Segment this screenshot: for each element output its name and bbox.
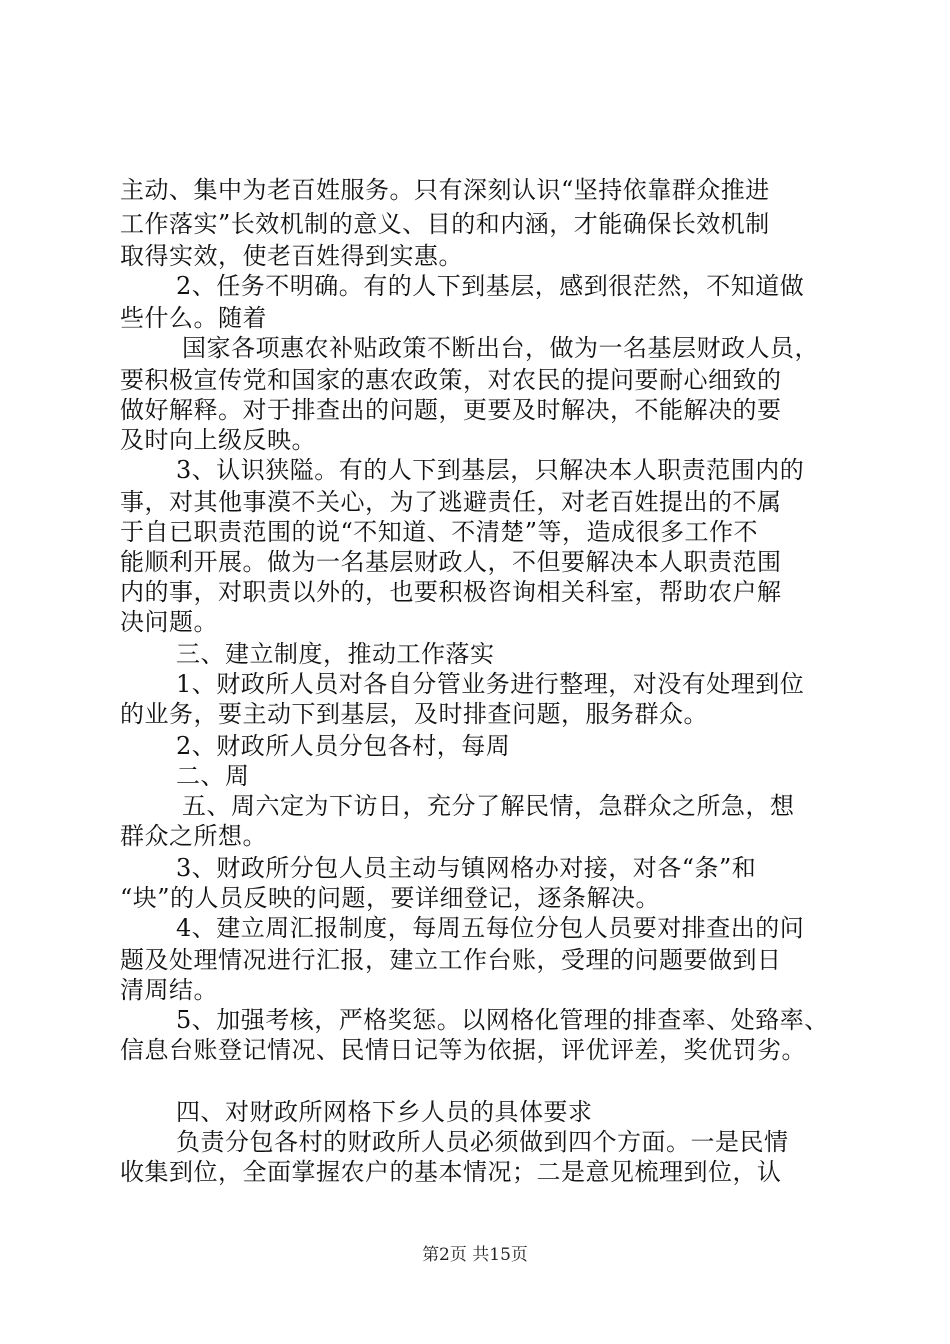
text-line: 的业务，要主动下到基层，及时排查问题，服务群众。 [120,700,708,728]
text-line: 做好解释。对于排查出的问题，更要及时解决，不能解决的要 [120,396,782,424]
text-line: 二、周 [176,762,250,790]
text-line: 于自已职责范围的说“不知道、不清楚”等，造成很多工作不 [120,518,759,546]
text-line: 事，对其他事漠不关心，为了逃避责任，对老百姓提出的不属 [120,488,782,516]
page-footer: 第2页 共15页 [422,1245,528,1265]
text-line: 4、建立周汇报制度，每周五每位分包人员要对排查出的问 [176,914,805,942]
text-line: 1、财政所人员对各自分管业务进行整理，对没有处理到位 [176,670,805,698]
text-line: 信息台账登记情况、民情日记等为依据，评优评差，奖优罚劣。 [120,1036,806,1064]
text-line: “块”的人员反映的问题，要详细登记，逐条解决。 [120,884,661,912]
text-line: 要积极宣传党和国家的惠农政策，对农民的提问要耐心细致的 [120,366,782,394]
text-line: 及时向上级反映。 [120,426,316,454]
text-line: 决问题。 [120,608,218,636]
text-line: 收集到位，全面掌握农户的基本情况；二是意见梳理到位，认 [120,1158,782,1186]
text-line: 3、财政所分包人员主动与镇网格办对接，对各“条”和 [176,854,757,882]
text-line: 2、任务不明确。有的人下到基层，感到很茫然，不知道做 [176,272,805,300]
text-line: 国家各项惠农补贴政策不断出台，做为一名基层财政人员， [182,334,819,362]
text-line: 群众之所想。 [120,822,267,850]
text-line: 内的事，对职责以外的，也要积极咨询相关科室，帮助农户解 [120,578,782,606]
text-line: 5、加强考核，严格奖惩。以网格化管理的排查率、处臵率、 [176,1006,829,1034]
text-line: 3、认识狭隘。有的人下到基层，只解决本人职责范围内的 [176,456,805,484]
text-line: 些什么。随着 [120,304,267,332]
text-line: 主动、集中为老百姓服务。只有深刻认识“坚持依靠群众推进 [120,176,770,204]
section-heading: 三、建立制度，推动工作落实 [176,640,495,668]
text-line: 能顺利开展。做为一名基层财政人，不但要解决本人职责范围 [120,548,782,576]
text-line: 工作落实”长效机制的意义、目的和内涵，才能确保长效机制 [120,210,770,238]
text-line: 取得实效，使老百姓得到实惠。 [120,242,463,270]
text-line: 清周结。 [120,976,218,1004]
section-heading: 四、对财政所网格下乡人员的具体要求 [176,1098,593,1126]
text-line: 2、财政所人员分包各村，每周 [176,732,511,760]
text-line: 题及处理情况进行汇报，建立工作台账，受理的问题要做到日 [120,946,782,974]
text-line: 负责分包各村的财政所人员必须做到四个方面。一是民情 [176,1128,789,1156]
text-line: 五、周六定为下访日，充分了解民情，急群众之所急，想 [182,792,795,820]
